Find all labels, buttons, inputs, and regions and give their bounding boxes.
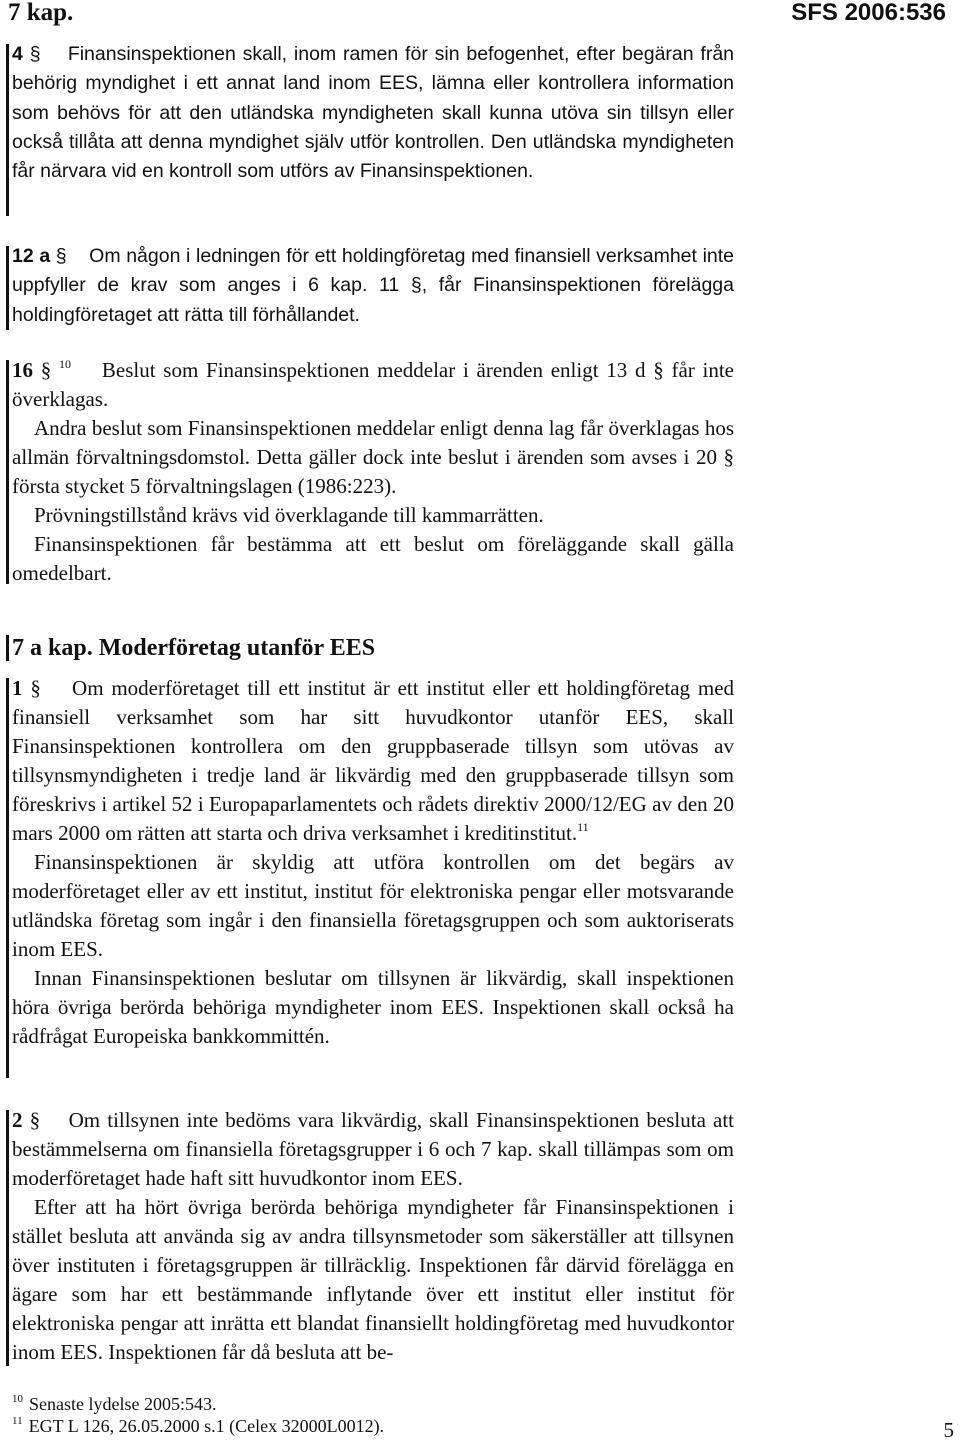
sfs-number: SFS 2006:536 (791, 0, 946, 26)
footnote-ref: 10 (58, 357, 71, 371)
section-4-paragraph (12, 40, 734, 186)
section-1 (12, 674, 734, 1051)
section-sign: § (29, 1108, 41, 1132)
section-2 (12, 1106, 734, 1367)
section-16-paragraph-3: Prövningstillstånd krävs vid överklagande till kammarrätten. (34, 503, 544, 527)
section-1-paragraph-3: Innan Finansinspektionen beslutar om tillsynen är likvärdig, skall inspektionen höra övriga berörda behöriga myndigheter inom EES. Inspektionen skall också ha rådfrågat Europeiska bankkommittén. (12, 966, 734, 1048)
section-12a-paragraph (12, 242, 734, 330)
footnote-11 (12, 1416, 384, 1436)
change-bar (6, 44, 9, 216)
section-1-paragraph-1 (12, 674, 734, 848)
change-bar (6, 678, 9, 1078)
chapter-number: 7 a kap. (12, 635, 93, 661)
footnote-10 (12, 1394, 216, 1414)
section-16-paragraph-2: Andra beslut som Finansinspektionen meddelar enligt denna lag får överklagas hos allmän förvaltningsdomstol. Detta gäller dock inte beslut i ärenden som avses i 20 § första stycket 5 förvaltningslagen (1986:223). (12, 416, 734, 498)
change-bar (6, 246, 9, 330)
section-16 (12, 356, 734, 588)
section-number: 12 a (12, 245, 51, 267)
section-1-paragraph-2: Finansinspektionen är skyldig att utföra kontrollen om det begärs av moderföretaget eller av ett institut, institut för elektroniska pengar eller motsvarande utländska företag som ingår i den finansiella företagsgruppen och som auktoriserats inom EES. (12, 850, 734, 961)
section-2-paragraph-2: Efter att ha hört övriga berörda behöriga myndigheter får Finansinspektionen i stället besluta att använda sig av andra tillsynsmetoder som säkerställer att tillsynen över instituten i företagsgruppen är tillräcklig. Inspektionen får därvid förelägga en ägare som har ett bestämmande inflytande över ett institut eller institut för elektroniska pengar att inrätta ett blandat finansiellt holdingföretag med huvudkontor inom EES. Inspektionen får då besluta att be- (12, 1195, 734, 1364)
section-number: 2 (12, 1108, 23, 1132)
chapter-heading (12, 632, 375, 664)
footnote-text: Senaste lydelse 2005:543. (29, 1394, 217, 1414)
section-sign: § (40, 358, 52, 382)
section-text: Om någon i ledningen för ett holdingföretag med finansiell verksamhet inte uppfyller de krav som anges i 6 kap. 11 §, får Finansinspektionen förelägga holdingföretaget att rätta till förhållandet. (12, 245, 735, 326)
section-number: 16 (12, 358, 33, 382)
change-bar (6, 1110, 9, 1366)
section-12a (12, 242, 734, 330)
section-number: 4 (12, 43, 23, 65)
footnote-number: 11 (12, 1415, 23, 1427)
change-bar (6, 360, 9, 584)
section-text: Om tillsynen inte bedöms vara likvärdig, skall Finansinspektionen besluta att bestämmelserna om finansiella företagsgrupper i 6 och 7 kap. skall tillämpas som om moderföretaget hade haft sitt huvudkontor inom EES. (12, 1108, 735, 1190)
section-16-paragraph-4: Finansinspektionen får bestämma att ett beslut om föreläggande skall gälla omedelbart. (12, 532, 734, 585)
section-sign: § (29, 43, 41, 65)
section-text: Finansinspektionen skall, inom ramen för sin befogenhet, efter begäran från behörig myndighet i ett annat land inom EES, lämna eller kontrollera information som behövs för att den utländska myndigheten skall kunna utöva sin tillsyn eller också tillåta att denna myndighet själv utför kontrollen. Den utländska myndigheten får närvara vid en kontroll som utförs av Finansinspektionen. (12, 43, 735, 183)
section-text: Beslut som Finansinspektionen meddelar i ärenden enligt 13 d § får inte överklagas. (12, 358, 734, 411)
chapter-title: Moderföretag utanför EES (98, 635, 376, 661)
footnote-text: EGT L 126, 26.05.2000 s.1 (Celex 32000L0012). (28, 1416, 385, 1436)
section-sign: § (30, 676, 41, 700)
footnote-ref: 11 (577, 820, 589, 834)
footnote-number: 10 (12, 1393, 23, 1405)
section-sign: § (55, 245, 67, 267)
page-number: 5 (943, 1418, 954, 1442)
section-2-paragraph-1 (12, 1106, 734, 1193)
section-number: 1 (12, 676, 23, 700)
chapter-header: 7 kap. (8, 0, 74, 26)
section-4 (12, 40, 734, 186)
change-bar (6, 635, 9, 661)
section-16-paragraph-1 (12, 356, 734, 414)
section-text: Om moderföretaget till ett institut är ett institut eller ett holdingföretag med finansiell verksamhet som har sitt huvudkontor utanför EES, skall Finansinspektionen kontrollera om den gruppbaserade tillsyn som utövas av tillsynsmyndigheten i tredje land är likvärdig med den gruppbaserade tillsyn som föreskrivs i artikel 52 i Europaparlamentets och rådets direktiv 2000/12/EG av den 20 mars 2000 om rätten att starta och driva verksamhet i kreditinstitut. (12, 676, 735, 845)
